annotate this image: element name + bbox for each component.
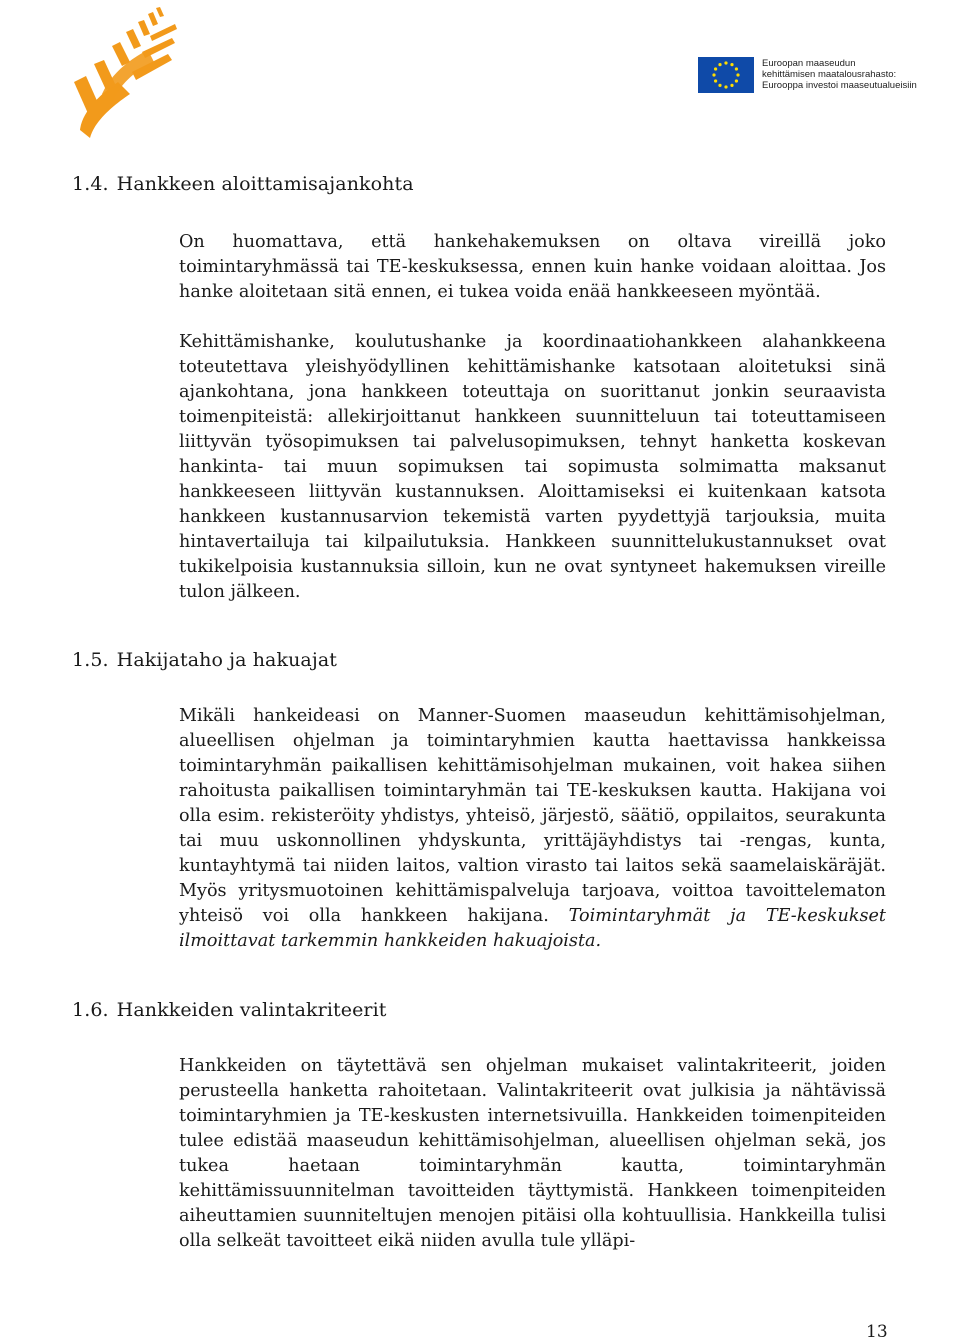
section-title: Hakijataho ja hakuajat (116, 649, 337, 671)
eu-text-line3: Eurooppa investoi maaseutualueisiin (762, 80, 917, 91)
paragraph: Kehittämishanke, koulutushanke ja koordinaatiohankkeen alahankkeena toteutettava yleishyödyllinen kehittämishanke katsotaan aloitetuksi sinä ajankohtana, jona hankkeen toteuttaja on suorittanut jonkin seuraavista toimenpiteistä: allekirjoittanut hankkeen suunnitteluun tai toteuttamiseen liittyvän työsopimuksen tai palvelusopimuksen, tehnyt hanketta koskevan hankinta- tai muun sopimuksen tai sopimusta solmimatta maksanut hankkeeseen liittyvän kustannuksen. Aloittamiseksi ei kuitenkaan katsota hankkeen kustannusarvion tekemistä varten pyydettyjä tarjouksia, muita hintavertailuja tai kilpailutuksia. Hankkeen suunnittelukustannukset ovat tukikelpoisia kustannuksia silloin, kun ne ovat syntyneet hakemuksen vireille tulon jälkeen. (179, 332, 886, 602)
eu-funding-text (762, 58, 952, 91)
paragraph: Hankkeiden on täytettävä sen ohjelman mukaiset valintakriteerit, joiden perusteella hanketta rahoitetaan. Valintakriteerit ovat julkisia ja nähtävissä toimintaryhmien ja TE-keskusten internetsivuilla. Hankkeiden toimenpiteiden tulee edistää maaseudun kehittämisohjelman, alueellisen ohjelman sekä, jos tukea haetaan toimintaryhmän kautta, toimintaryhmän kehittämissuunnitelman tavoitteiden täyttymistä. Hankkeen toimenpiteiden aiheuttamien suunniteltujen menojen pitäisi olla kohtuullisia. Hankkeilla tulisi olla selkeät tavoitteet eikä niiden avulla tule ylläpi- (179, 1056, 886, 1251)
section-heading-1-6 (72, 999, 387, 1021)
section-number: 1.6. (72, 999, 109, 1021)
paragraph-text: Mikäli hankeideasi on Manner-Suomen maaseudun kehittämisohjelman, alueellisen ohjelman ja toimintaryhmien kautta haettavissa hankkeissa toimintaryhmän paikallisen kehittämisohjelman mukainen, voit hakea siihen rahoitusta paikallisen toimintaryhmän tai TE-keskuksen kautta. Hakijana voi olla esim. rekisteröity yhdistys, yhteisö, järjestö, säätiö, oppilaitos, seurakunta tai muu uskonnollinen yhdyskunta, yrittäjäyhdistys tai -rengas, kunta, kuntayhtymä tai niiden laitos, valtion virasto tai laitos sekä saamelaiskäräjät. Myös yritysmuotoinen kehittämispalveluja tarjoava, voittoa tavoittelematon yhteisö voi olla hankkeen hakijana. (179, 706, 886, 926)
section-title: Hankkeen aloittamisajankohta (116, 173, 414, 195)
section-heading-1-5 (72, 649, 337, 671)
eu-text-line1: Euroopan maaseudun (762, 58, 856, 69)
section-title: Hankkeiden valintakriteerit (116, 999, 387, 1021)
paragraph: On huomattava, että hankehakemuksen on oltava vireillä joko toimintaryhmässä tai TE-keskuksessa, ennen kuin hanke voidaan aloittaa. Jos hanke aloitetaan sitä ennen, ei tukea voida enää hankkeeseen myöntää. (179, 232, 886, 302)
eu-flag-icon (698, 57, 754, 93)
section-heading-1-4 (72, 173, 414, 195)
paragraph (179, 704, 886, 954)
italic-note: Toimintaryhmät ja TE-keskukset ilmoittavat tarkemmin hankkeiden hakuajoista. (179, 906, 887, 951)
leader-logo-icon (72, 2, 182, 144)
section-number: 1.5. (72, 649, 109, 671)
page-number: 13 (866, 1322, 888, 1342)
eu-text-line2: kehittämisen maatalousrahasto: (762, 69, 897, 80)
page-header (0, 0, 960, 150)
section-number: 1.4. (72, 173, 109, 195)
